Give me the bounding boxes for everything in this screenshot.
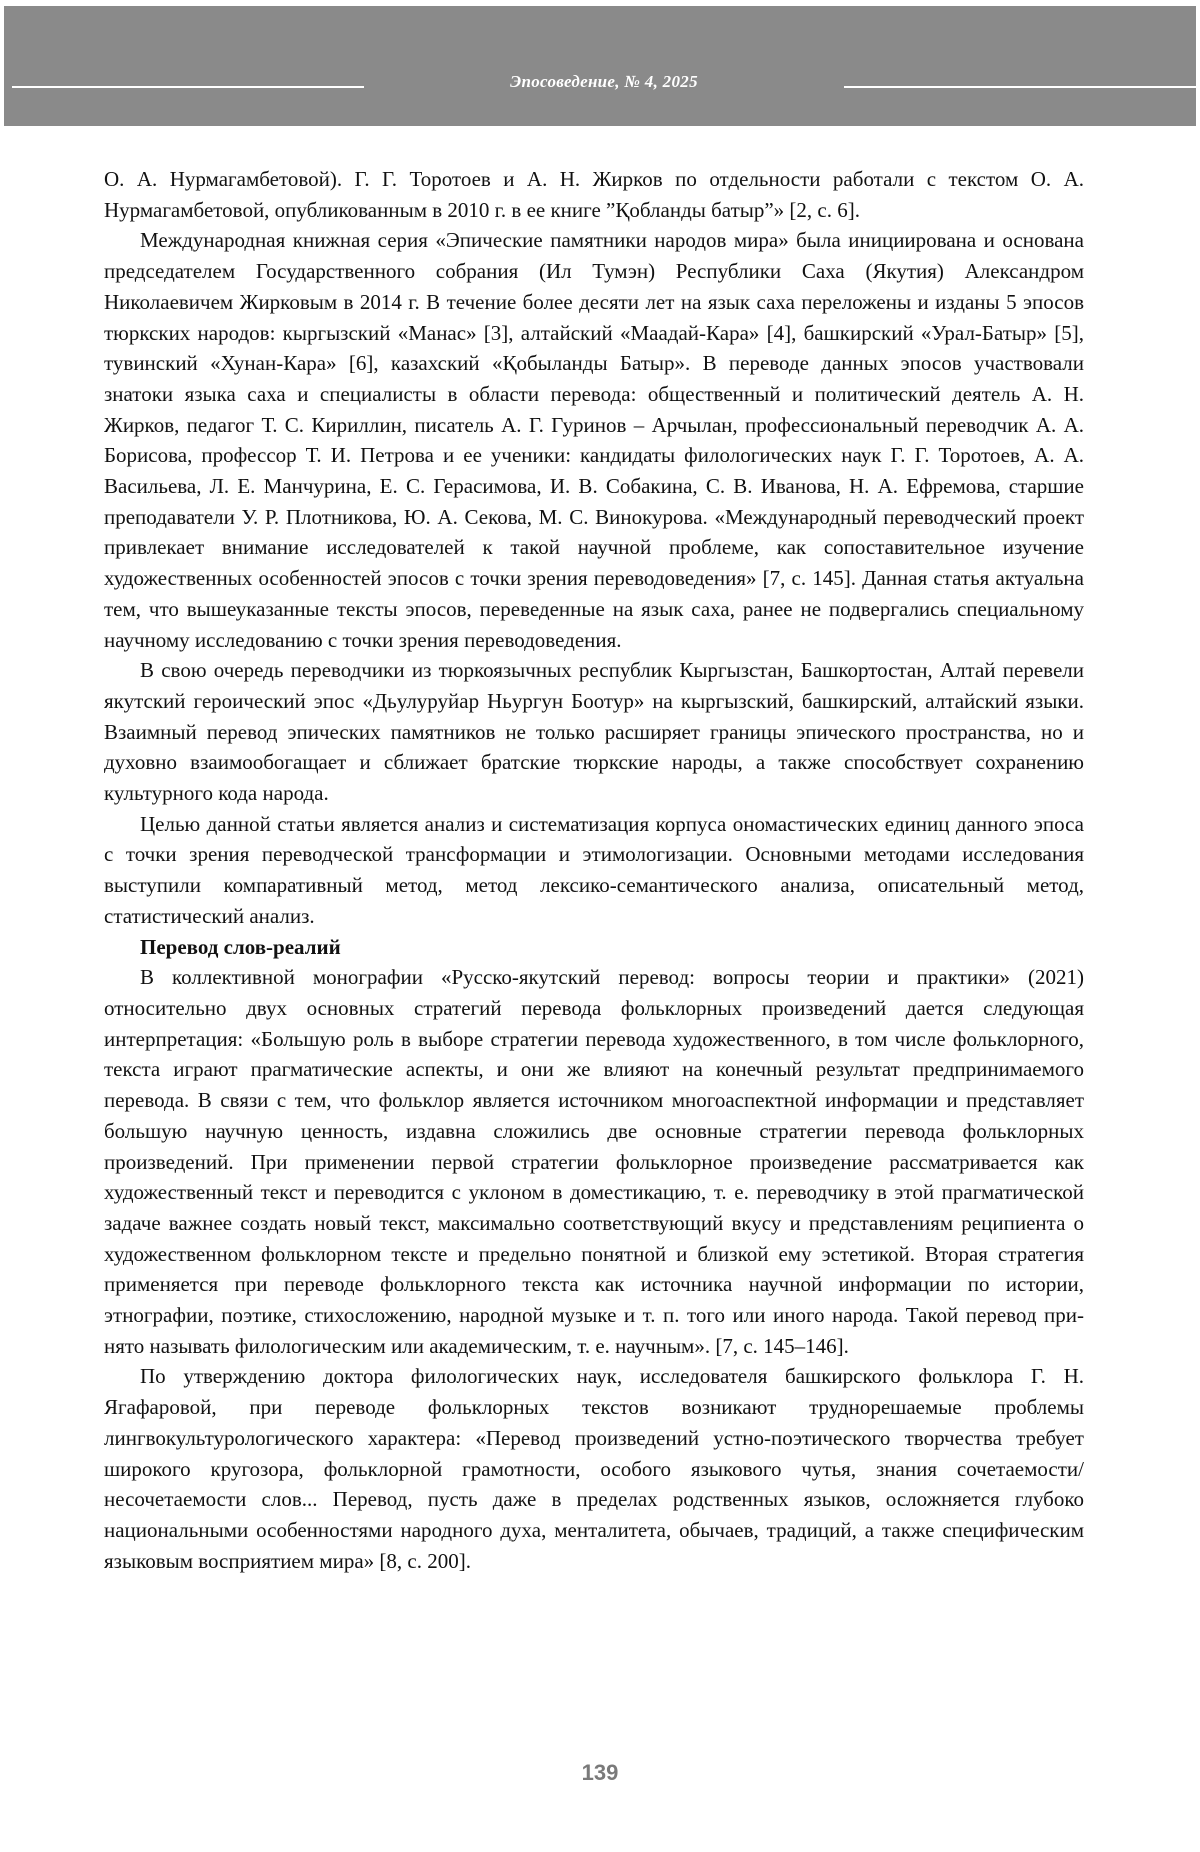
page-number: 139 <box>581 1760 619 1785</box>
header-rule-left <box>12 86 364 88</box>
paragraph-book-series: Международная книжная серия «Эпические памятники народов мира» была инициирована и основана председателем Государственного собрания (Ил Тумэн) Республики Саха (Якутия) Александром Николаевичем Жирковым в 2014 г. В течение более десяти лет на язык саха переложены и изданы 5 эпосов тюркских народов: кыргызский «Манас» [3], алтайский «Маадай-Кара» [4], башкирский «Урал-Батыр» [5], тувинский «Хунан-Кара» [6], казахский «Қобыланды Батыр». В переводе данных эпосов участвовали знатоки языка саха и специалисты в области перевода: общественный и политический деятель А. Н. Жирков, педагог Т. С. Кириллин, писатель А. Г. Гуринов – Арчылан, профессиональный переводчик А. А. Борисова, профессор Т. И. Петрова и ее ученики: кандидаты филологических наук Г. Г. Торотоев, А. А. Васильева, Л. Е. Манчурина, Е. С. Герасимова, И. В. Собакина, С. В. Иванова, Н. А. Ефремова, старшие преподаватели У. Р. Плотникова, Ю. А. Секова, М. С. Винокурова. «Международный переводческий проект привлекает внимание исследователей к такой научной проблеме, как сопоставительное изучение художественных особенностей эпосов с точки зрения переводоведения» [7, с. 145]. Данная статья актуальна тем, что вышеуказанные тексты эпосов, переведенные на язык саха, ранее не подвергались специальному научному исследованию с точки зрения переводоведения. <box>104 228 1084 652</box>
running-header <box>4 6 1196 126</box>
paragraph-mutual-translation: В свою очередь переводчики из тюркоязычных республик Кыргызстан, Башкортостан, Алтай перевели якутский героический эпос «Дьулуруйар Ньургун Боотур» на кыргызский, башкирский, алтайский языки. Взаимный перевод эпических памятников не только расширяет границы эпического пространства, но и духовно взаимообогащает и сближает братские тюркские народы, а также способствует сохранению культурного кода народа. <box>104 658 1084 806</box>
journal-title: Эпосоведение, № 4, 2025 <box>510 72 698 91</box>
section-heading: Перевод слов-реалий <box>140 934 341 959</box>
article-body <box>104 164 1084 1576</box>
paragraph-yagafarova-quote: По утверждению доктора филологических наук, исследователя башкирского фольклора Г. Н. Ягафаровой, при переводе фольклорных текстов возникают труднорешаемые проблемы лингвокультурологического характера: «Перевод произведений устно-поэтического творчества требует широкого кругозора, фольклорной грамотности, особого языкового чутья, знания сочетаемости/несочетаемости слов... Перевод, пусть даже в пределах родственных языков, осложняется глубоко национальными особенностями народного духа, менталитета, обычаев, традиций, а также специфическим языковым восприятием мира» [8, с. 200]. <box>104 1364 1084 1573</box>
paragraph-article-aim: Целью данной статьи является анализ и систематизация корпуса ономастических единиц данного эпоса с точки зрения переводческой трансформации и этимологизации. Основными методами исследования выступили компаративный метод, метод лексико-семантического анализа, описательный метод, статистический анализ. <box>104 811 1084 928</box>
header-rule-right <box>844 86 1196 88</box>
paragraph-monograph-quote: В коллективной монографии «Русско-якутский перевод: вопросы теории и практики» (2021) относительно двух основных стратегий перевода фольклорных произведений дается следующая интерпретация: «Большую роль в выборе стратегии перевода художественного, в том числе фольклорного, текста играют прагматические аспекты, и они же влияют на конечный результат предпринимаемого перевода. В связи с тем, что фольклор является источником многоаспектной информации и представляет большую научную ценность, издавна сложились две основные стратегии перевода фольклорных произведений. При применении первой стратегии фольклорное произведение рассматривается как художественный текст и переводится с уклоном в доместикацию, т. е. переводчику в этой прагматической задаче важнее создать новый текст, максимально соответствующий вкусу и представлениям реципиента о художественном фольклорном тексте и предельно понятной и близкой ему эстетикой. Вторая стратегия применяется при переводе фольклорного текста как источника научной информации по истории, этнографии, поэтике, стихосложению, народной музыке и т. п. того или иного народа. Такой перевод принято называть филологическим или академическим, т. е. научным». [7, с. 145–146]. <box>104 965 1084 1358</box>
paragraph-continuation: О. А. Нурмагамбетовой). Г. Г. Торотоев и А. Н. Жирков по отдельности работали с текстом О. А. Нурмагамбетовой, опубликованным в 2010 г. в ее книге ˮҚобланды батырˮ» [2, с. 6]. <box>104 167 1084 222</box>
